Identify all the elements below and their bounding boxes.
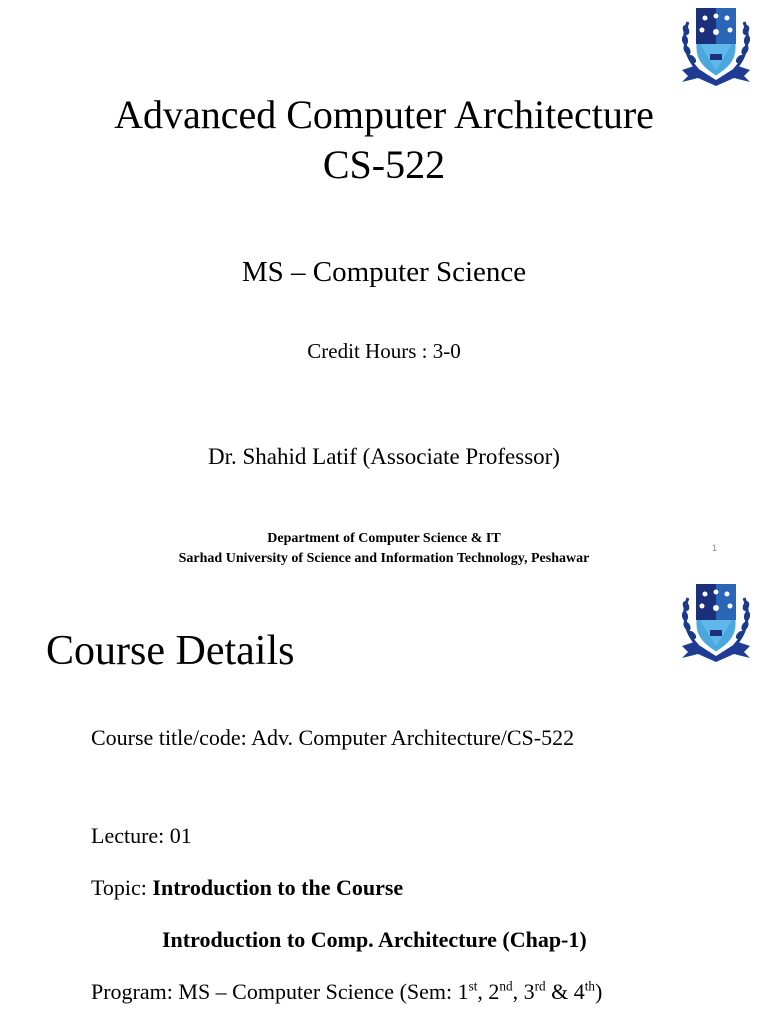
sem-separator-3: & 4: [545, 979, 585, 1004]
slide-title-line-2: CS-522: [322, 142, 446, 187]
sem1-suffix: st: [468, 978, 478, 994]
course-title-code: Course title/code: Adv. Computer Architecture/CS-522: [91, 725, 575, 750]
slide-heading: Course Details: [46, 628, 295, 674]
program-suffix: ): [595, 979, 603, 1004]
instructor-name: Dr. Shahid Latif (Associate Professor): [208, 444, 560, 469]
topic-line: [91, 874, 403, 902]
slide-course-details: [0, 576, 768, 1024]
sem2-suffix: nd: [499, 978, 513, 994]
slide-title-line-1: Advanced Computer Architecture: [114, 92, 654, 137]
lecture-number: Lecture: 01: [91, 823, 192, 848]
program-subtitle: MS – Computer Science: [241, 256, 527, 288]
credit-hours: Credit Hours : 3-0: [307, 339, 461, 363]
topic-subvalue: Introduction to Comp. Architecture (Chap-1): [162, 927, 587, 952]
department-name: Department of Computer Science & IT: [267, 531, 501, 546]
sem-separator-2: , 3: [512, 979, 535, 1004]
university-logo-icon: [674, 4, 758, 88]
topic-label: Topic:: [91, 875, 153, 900]
program-semesters: [91, 978, 602, 1006]
program-prefix: Program: MS – Computer Science (Sem: 1: [91, 979, 469, 1004]
sem3-suffix: rd: [534, 978, 546, 994]
university-name: Sarhad University of Science and Information Technology, Peshawar: [178, 551, 590, 566]
university-logo-icon: [674, 580, 758, 664]
sem-separator-1: , 2: [477, 979, 500, 1004]
slide-number: 1: [712, 543, 718, 553]
topic-value: Introduction to the Course: [152, 875, 404, 900]
sem4-suffix: th: [584, 978, 595, 994]
